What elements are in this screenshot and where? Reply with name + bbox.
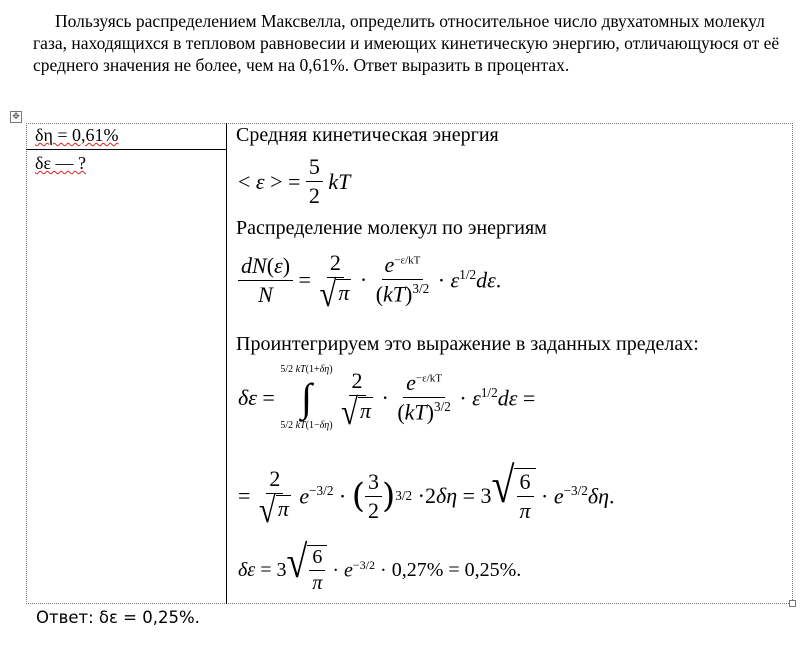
integral-formula: δε = 5/2 kT(1+δη) ∫ 5/2 kT(1−δη) 2 √ π · $\frac{e^{-\varepsilon/kT}}{(kT)^{3/2}}$ · $\varepsilon^{1/2}d\varepsilon$ = [238, 364, 536, 433]
problem-statement: Пользуясь распределением Максвелла, определить относительное число двухатомных молекул газа, находящихся в тепловом равновесии и имеющих кинетическую энергию, отличающуюся от её среднего значения не более, чем на 0,61%. Ответ выразить в процентах. [33, 11, 780, 75]
final-value: 0,27% = 0,25%. [391, 558, 522, 581]
given-separator [26, 149, 226, 150]
integrate-heading: Проинтегрируем это выражение в заданных пределах: [236, 333, 699, 355]
distribution-heading: Распределение молекул по энергиям [236, 217, 547, 239]
table-column-divider [226, 123, 227, 604]
integral-result-formula: = 2 √ π $e^{-3/2}$ · ( $\frac{3}{2}$ ) 3/2 ·2δη = 3 √ $\frac{6}{\pi}$ · $e^{-3/2}\delta\eta$. [238, 458, 615, 531]
mean-energy-heading: Средняя кинетическая энергия [236, 124, 499, 146]
table-resize-handle[interactable] [789, 600, 796, 607]
table-move-handle-icon[interactable]: ✥ [10, 111, 22, 123]
final-computation: δε = 3 √ $\frac{6}{\pi}$ · $e^{-3/2}$ · 0,27% = 0,25%. [238, 537, 522, 594]
distribution-formula: $\frac{dN(\varepsilon)}{N}$ = 2 √ π · $\frac{e^{-\varepsilon/kT}}{(kT)^{3/2}}$ · $\varepsilon^{1/2}d\varepsilon$. [238, 250, 501, 310]
answer-line: Ответ: δε = 0,25%. [36, 608, 200, 627]
given-unknown: δε — ? [35, 153, 87, 173]
given-delta-eta: δη = 0,61% [35, 125, 119, 145]
mean-energy-formula: < ε > = $\frac{5}{2}$ kT [238, 154, 351, 208]
